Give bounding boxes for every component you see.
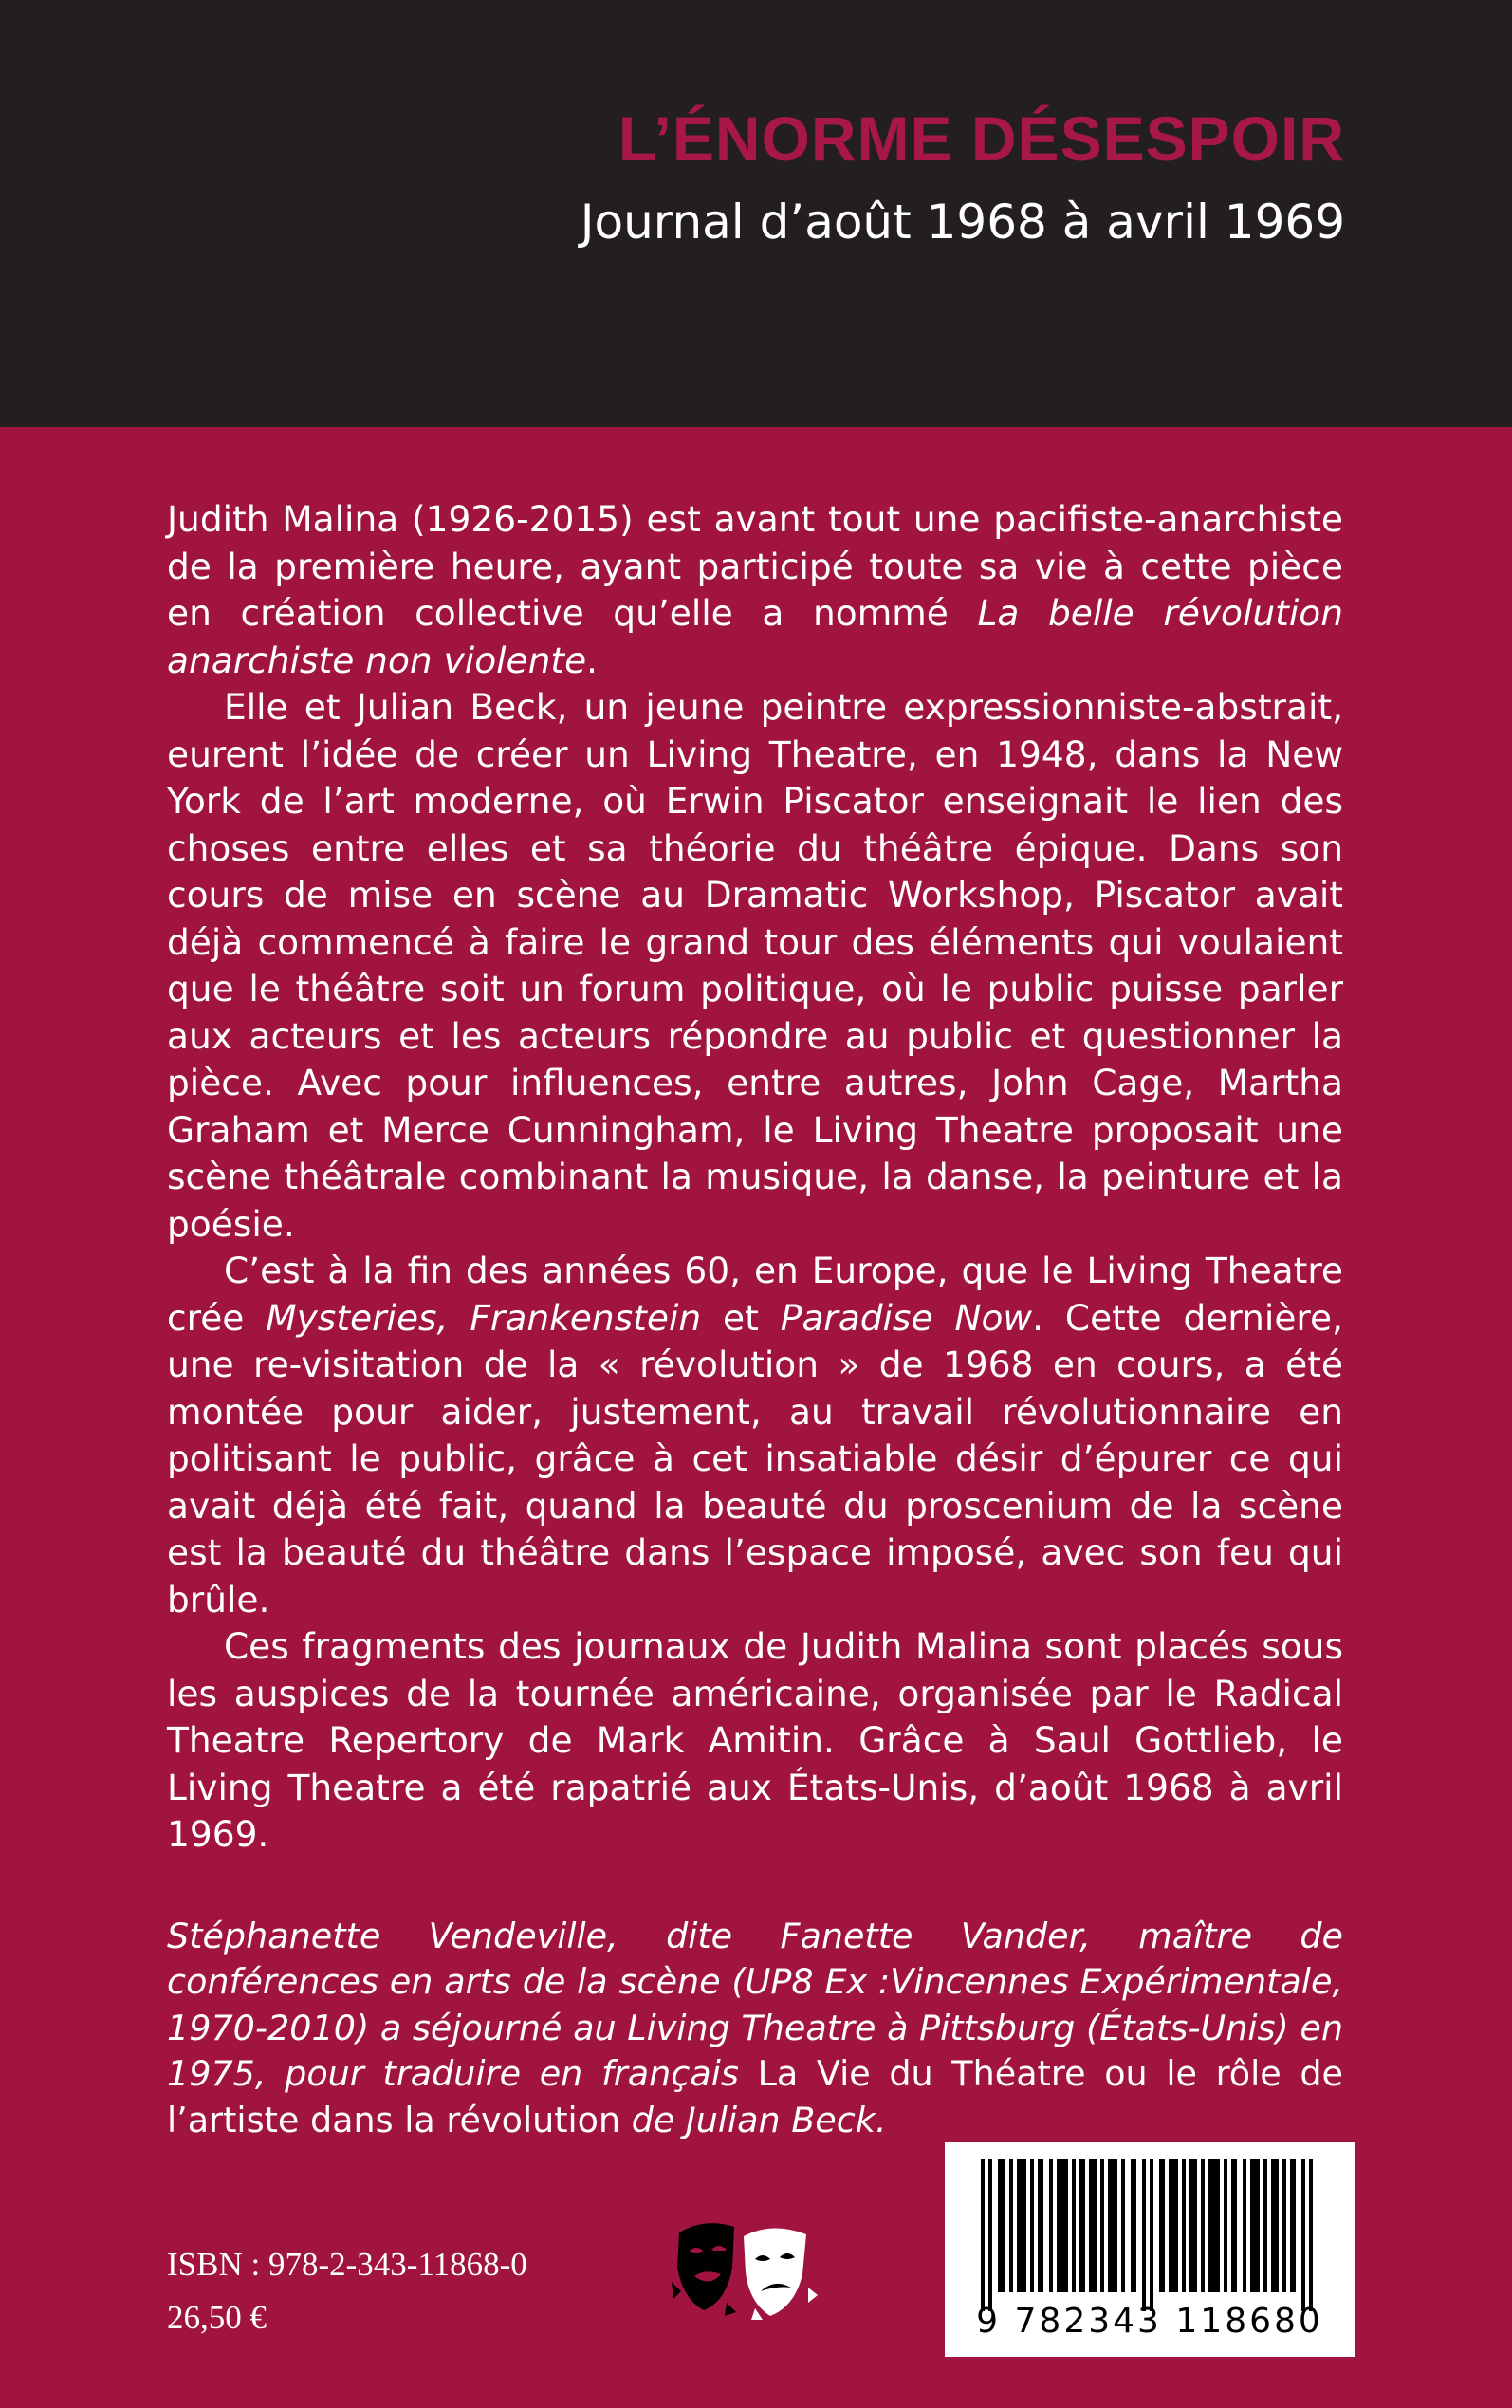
paragraph-4: Ces fragments des journaux de Judith Malina sont placés sous les auspices de la tournée américaine, organisée par le Radical Theatre Repertory de Mark Amitin. Grâce à Saul Gottlieb, le Living Theatre a été rapatrié aux États-Unis, d’août 1968 à avril 1969. [167,1625,1343,1855]
book-title: L’ÉNORME DÉSESPOIR [618,103,1345,174]
top-band [0,0,1512,427]
barcode [945,2142,1355,2357]
paragraph-3-italic-1: Mysteries, Frankenstein [266,1296,702,1339]
paragraph-1-end: . [586,639,599,681]
paragraph-1-text: Judith Malina (1926-2015) est avant tout une pacifiste-anarchiste de la première heure, ayant participé toute sa vie à cette pièce en création collective qu’elle a nommé [167,498,1343,634]
paragraph-3-italic-2: Paradise Now [780,1296,1033,1339]
barcode-icon [964,2159,1336,2311]
author-bio [167,1914,1343,2144]
paragraph-1 [167,496,1343,684]
paragraph-2: Elle et Julian Beck, un jeune peintre expressionniste-abstrait, eurent l’idée de créer un Living Theatre, en 1948, dans la New York de l’art moderne, où Erwin Piscator enseignait le lien des choses entre elles et sa théorie du théâtre épique. Dans son cours de mise en scène au Dramatic Workshop, Piscator avait déjà commencé à faire le grand tour des éléments qui voulaient que le théâtre soit un forum politique, où le public puisse parler aux acteurs et les acteurs répondre au public et questionner la pièce. Avec pour influences, entre autres, John Cage, Martha Graham et Merce Cunningham, le Living Theatre proposait une scène théâtrale combinant la musique, la danse, la peinture et la poésie. [167,686,1343,1245]
book-subtitle: Journal d’août 1968 à avril 1969 [580,194,1345,250]
barcode-number: 9 782343 118680 [976,2302,1323,2341]
bio-author: de Julian Beck. [620,2099,887,2140]
paragraph-3-mid: et [701,1296,781,1339]
theatre-masks-icon [668,2215,820,2325]
bio-book-title: La Vie du Théatre ou le rôle de l’artiste dans la révolution [167,2053,1343,2140]
bio-name: Stéphanette Vendeville, [167,1915,618,1956]
paragraph-3-end: . Cette dernière, une re-visitation de la « révolution » de 1968 en cours, a été montée pour aider, justement, au travail révolutionnaire en politisant le public, grâce à cet insatiable désir d’épurer ce qui avait déjà été fait, quand la beauté du proscenium de la scène est la beauté du théâtre dans l’espace imposé, avec son feu qui brûle. [167,1296,1343,1621]
paragraph-3-text: C’est à la fin des années 60, en Europe, que le Living Theatre crée [167,1250,1343,1339]
paragraph-3 [167,1248,1343,1623]
bio-text: dite Fanette Vander, maître de conférences en arts de la scène (UP8 Ex :Vincennes Expérimentale, 1970-2010) a séjourné au Living Theatre à Pittsburg (États-Unis) en 1975, pour traduire en français [167,1915,1343,2094]
back-cover-text [167,496,1343,2143]
price-label: 26,50 € [167,2299,267,2336]
isbn-label: ISBN : 978-2-343-11868-0 [167,2246,527,2283]
paragraph-1-italic: La belle révolution anarchiste non violente [167,592,1344,681]
